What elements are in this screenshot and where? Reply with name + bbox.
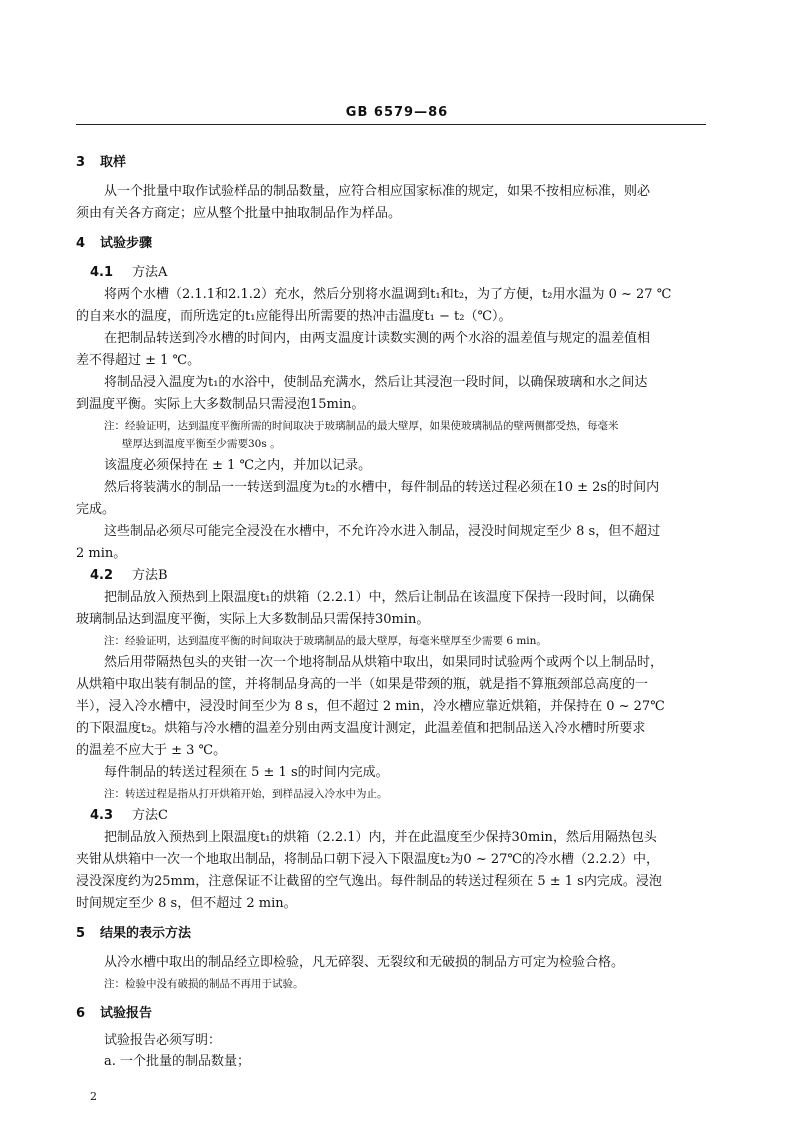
paragraph-line: 把制品放入预热到上限温度t₁的烘箱（2.2.1）中，然后让制品在该温度下保持一段时间，以确保 xyxy=(104,590,655,605)
section-number: 4 xyxy=(76,236,86,251)
subsection-4-1-heading xyxy=(90,265,720,281)
paragraph-line: 该温度必须保持在 ± 1 ℃之内，并加以记录。 xyxy=(104,458,372,473)
subsection-title: 方法B xyxy=(132,568,168,583)
page-header: GB 6579—86 xyxy=(345,105,449,120)
section-number: 3 xyxy=(76,155,86,170)
paragraph-line: 的温差不应大于 ± 3 ℃。 xyxy=(76,743,227,758)
paragraph-line: 的自来水的温度，而所选定的t₁应能得出所需要的热冲击温度t₁ − t₂（℃）。 xyxy=(76,309,512,324)
section-5-heading xyxy=(76,926,706,942)
paragraph-line: 半），浸入冷水槽中，浸没时间至少为 8 s，但不超过 2 min，冷水槽应靠近烘箱，并保持在 0 ~ 27℃ xyxy=(76,699,665,714)
paragraph-line: 完成。 xyxy=(76,502,116,517)
paragraph-line: 将两个水槽（2.1.1和2.1.2）充水，然后分别将水温调到t₁和t₂，为了方便，t₂用水温为 0 ~ 27 ℃ xyxy=(104,287,672,302)
note-line: 注：检验中没有破损的制品不再用于试验。 xyxy=(104,978,304,990)
paragraph-line: 须由有关各方商定；应从整个批量中抽取制品作为样品。 xyxy=(76,206,402,221)
paragraph-line: 的下限温度t₂。烘箱与冷水槽的温差分别由两支温度计测定，此温差值和把制品送入冷水槽时所要求 xyxy=(76,721,646,736)
paragraph-line: 然后将装满水的制品一一转送到温度为t₂的水槽中，每件制品的转送过程必须在10 ± 2s的时间内 xyxy=(104,480,660,495)
subsection-4-2-heading xyxy=(90,568,720,584)
paragraph-line: 差不得超过 ± 1 ℃。 xyxy=(76,353,201,368)
note-line: 壁厚达到温度平衡至少需要30s 。 xyxy=(122,438,281,450)
section-title: 试验报告 xyxy=(100,1006,153,1021)
subsection-title: 方法A xyxy=(132,265,168,280)
note-line: 注：经验证明，达到温度平衡所需的时间取决于玻璃制品的最大壁厚，如果使玻璃制品的壁两侧都受热，每毫米 xyxy=(104,420,619,432)
subsection-4-3-heading xyxy=(90,808,720,824)
subsection-number: 4.3 xyxy=(90,808,114,823)
paragraph-line: 夹钳从烘箱中一次一个地取出制品，将制品口朝下浸入下限温度t₂为0 ~ 27℃的冷水槽（2.2.2）中， xyxy=(76,852,660,867)
paragraph-line: 到温度平衡。实际上大多数制品只需浸泡15min。 xyxy=(76,397,365,412)
page-number: 2 xyxy=(90,1090,97,1103)
subsection-number: 4.2 xyxy=(90,568,114,583)
note-line: 注：转送过程是指从打开烘箱开始，到样品浸入冷水中为止。 xyxy=(104,788,388,800)
section-title: 试验步骤 xyxy=(100,236,153,251)
paragraph-line: 玻璃制品达到温度平衡，实际上大多数制品只需保持30min。 xyxy=(76,612,430,627)
list-item: a. 一个批量的制品数量； xyxy=(104,1054,251,1069)
paragraph-line: 2 min。 xyxy=(76,546,127,561)
section-title: 取样 xyxy=(100,155,127,170)
paragraph-line: 从烘箱中取出装有制品的筐，并将制品身高的一半（如果是带颈的瓶，就是指不算瓶颈部总高度的一 xyxy=(76,677,649,692)
paragraph-line: 从一个批量中取作试验样品的制品数量，应符合相应国家标准的规定，如果不按相应标准，则必 xyxy=(104,184,651,199)
paragraph-line: 在把制品转送到冷水槽的时间内，由两支温度计读数实测的两个水浴的温差值与规定的温差值相 xyxy=(104,331,651,346)
paragraph-line: 这些制品必须尽可能完全浸没在水槽中，不允许冷水进入制品，浸没时间规定至少 8 s，但不超过 xyxy=(104,524,661,539)
header-rule xyxy=(76,124,706,125)
paragraph-line: 时间规定至少 8 s，但不超过 2 min。 xyxy=(76,896,297,911)
paragraph-line: 把制品放入预热到上限温度t₁的烘箱（2.2.1）内，并在此温度至少保持30min，然后用隔热包头 xyxy=(104,830,657,845)
subsection-title: 方法C xyxy=(132,808,168,823)
section-4-heading xyxy=(76,236,706,252)
subsection-number: 4.1 xyxy=(90,265,114,280)
section-title: 结果的表示方法 xyxy=(100,926,192,941)
note-line: 注：经验证明，达到温度平衡的时间取决于玻璃制品的最大壁厚，每毫米壁厚至少需要 6 min。 xyxy=(104,635,547,647)
paragraph-line: 将制品浸入温度为t₁的水浴中，使制品充满水，然后让其浸泡一段时间，以确保玻璃和水之间达 xyxy=(104,375,648,390)
paragraph-line: 试验报告必须写明： xyxy=(104,1033,222,1048)
section-6-heading xyxy=(76,1006,706,1022)
paragraph-line: 从冷水槽中取出的制品经立即检验，凡无碎裂、无裂纹和无破损的制品方可定为检验合格。 xyxy=(104,955,625,970)
section-3-heading xyxy=(76,155,706,171)
paragraph-line: 浸没深度约为25mm，注意保证不让截留的空气逸出。每件制品的转送过程须在 5 ± 1 s内完成。浸泡 xyxy=(76,874,662,889)
section-number: 5 xyxy=(76,926,86,941)
paragraph-line: 然后用带隔热包头的夹钳一次一个地将制品从烘箱中取出，如果同时试验两个或两个以上制品时， xyxy=(104,655,664,670)
section-number: 6 xyxy=(76,1006,86,1021)
paragraph-line: 每件制品的转送过程须在 5 ± 1 s的时间内完成。 xyxy=(104,765,389,780)
